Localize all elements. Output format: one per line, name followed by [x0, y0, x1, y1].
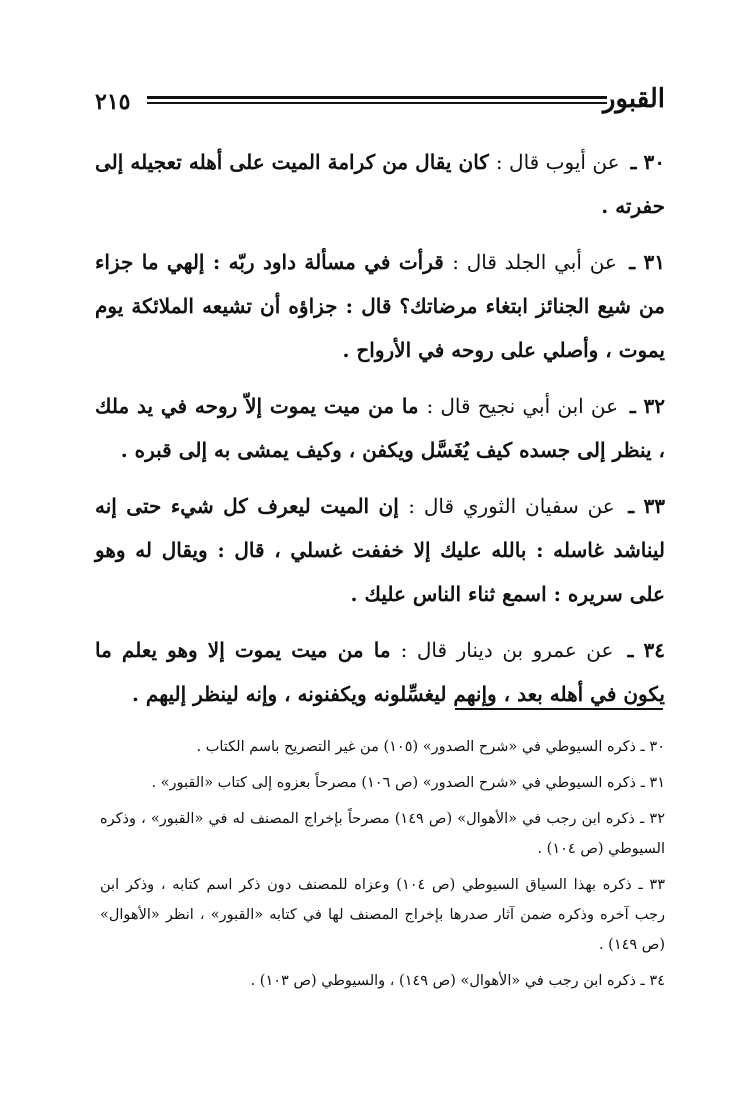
footnote-31: ٣١ ـ ذكره السيوطي في «شرح الصدور» (ص ١٠٦) مصرحاً بعزوه إلى كتاب «القبور» . [151, 775, 665, 791]
header-rule [147, 96, 607, 99]
paragraph-number: ٣٢ ـ [629, 394, 665, 418]
paragraph-33 [95, 484, 665, 616]
footnote-30: ٣٠ ـ ذكره السيوطي في «شرح الصدور» (١٠٥) من غير التصريح باسم الكتاب . [196, 739, 665, 755]
paragraph-number: ٣١ ـ [629, 250, 665, 274]
paragraph-30 [95, 140, 665, 228]
paragraph-attribution: عن عمرو بن دينار قال : [400, 638, 614, 662]
main-text [95, 140, 665, 728]
paragraph-number: ٣٠ ـ [630, 150, 665, 174]
paragraph-text: قرأت في مسألة داود ربّه : إلهي ما جزاء من شيع الجنائز ابتغاء مرضاتك؟ قال : جزاؤه أن تشيعه الملائكة يوم يموت ، وأصلي على روحه في الأرواح . [95, 250, 665, 362]
footnote-32: ٣٢ ـ ذكره ابن رجب في «الأهوال» (ص ١٤٩) مصرحاً بإخراج المصنف له في «القبور» ، وذكره السيوطي (ص ١٠٤) . [100, 811, 665, 857]
paragraph-text: إن الميت ليعرف كل شيء حتى إنه ليناشد غاسله : بالله عليك إلا خففت غسلي ، قال : ويقال له وهو على سريره : اسمع ثناء الناس عليك . [95, 494, 665, 606]
footnote-33: ٣٣ ـ ذكره بهذا السياق السيوطي (ص ١٠٤) وعزاه للمصنف دون ذكر اسم كتابه ، وذكر ابن رجب آخره وذكره ضمن آثار صدرها بإخراج المصنف لها في كتابه «القبور» ، انظر «الأهوال» (ص ١٤٩) . [100, 877, 665, 953]
paragraph-text: كان يقال من كرامة الميت على أهله تعجيله إلى حفرته . [95, 150, 665, 218]
page-number: ٢١٥ [95, 89, 131, 115]
footnote-34: ٣٤ ـ ذكره ابن رجب في «الأهوال» (ص ١٤٩) ، والسيوطي (ص ١٠٣) . [250, 973, 665, 989]
paragraph-32 [95, 384, 665, 472]
paragraph-34 [95, 628, 665, 716]
paragraph-31 [95, 240, 665, 372]
paragraph-attribution: عن أبي الجلد قال : [452, 250, 617, 274]
page-header [95, 82, 665, 122]
running-title: القبور [602, 84, 665, 114]
paragraph-attribution: عن أيوب قال : [495, 150, 620, 174]
paragraph-text: ما من ميت يموت إلاّ روحه في يد ملك ، ينظر إلى جسده كيف يُغَسَّل ويكفن ، وكيف يمشى به إلى قبره . [95, 394, 665, 462]
footnotes [100, 732, 665, 1002]
paragraph-attribution: عن سفيان الثوري قال : [408, 494, 615, 518]
paragraph-attribution: عن ابن أبي نجيح قال : [426, 394, 619, 418]
header-rule-thin [147, 102, 607, 104]
footnote-divider [455, 708, 663, 710]
paragraph-text: ما من ميت يموت إلا وهو يعلم ما يكون في أهله بعد ، وإنهم ليغسِّلونه ويكفنونه ، وإنه لينظر إليهم . [95, 638, 665, 706]
paragraph-number: ٣٤ ـ [627, 638, 666, 662]
paragraph-number: ٣٣ ـ [628, 494, 665, 518]
